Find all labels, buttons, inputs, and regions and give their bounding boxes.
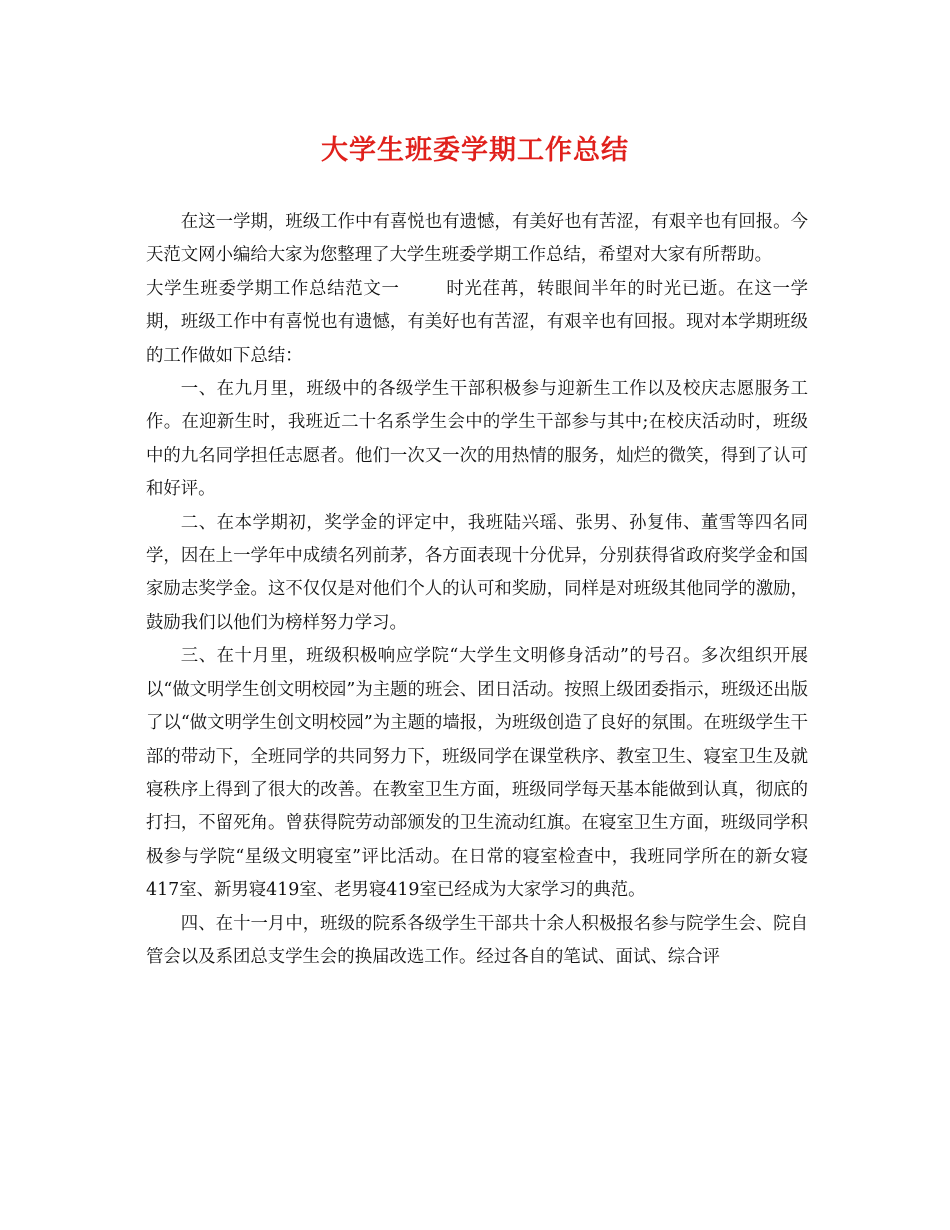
document-body: [146, 206, 808, 974]
section-paragraph-3: 三、在十月里，班级积极响应学院“大学生文明修身活动”的号召。多次组织开展以“做文明学生创文明校园”为主题的班会、团日活动。按照上级团委指示，班级还出版了以“做文明学生创文明校园”为主题的墙报，为班级创造了良好的氛围。在班级学生干部的带动下，全班同学的共同努力下，班级同学在课堂秩序、教室卫生、寝室卫生及就寝秩序上得到了很大的改善。在教室卫生方面，班级同学每天基本能做到认真，彻底的打扫，不留死角。曾获得院劳动部颁发的卫生流动红旗。在寝室卫生方面，班级同学积极参与学院“星级文明寝室”评比活动。在日常的寝室检查中，我班同学所在的新女寝417室、新男寝419室、老男寝419室已经成为大家学习的典范。: [146, 646, 808, 901]
sample-heading: 大学生班委学期工作总结范文一: [146, 278, 400, 299]
section-paragraph-4: 四、在十一月中，班级的院系各级学生干部共十余人积极报名参与院学生会、院自管会以及系团总支学生会的换届改选工作。经过各自的笔试、面试、综合评: [146, 913, 808, 967]
section-paragraph-1: 一、在九月里，班级中的各级学生干部积极参与迎新生工作以及校庆志愿服务工作。在迎新生时，我班近二十名系学生会中的学生干部参与其中;在校庆活动时，班级中的九名同学担任志愿者。他们一次又一次的用热情的服务，灿烂的微笑，得到了认可和好评。: [146, 379, 808, 500]
sample-intro: 时光荏苒，转眼间半年的时光已逝。在这一学期，班级工作中有喜悦也有遗憾，有美好也有苦涩，有艰辛也有回报。现对本学期班级的工作做如下总结：: [146, 278, 808, 366]
section-paragraph-2: 二、在本学期初，奖学金的评定中，我班陆兴瑶、张男、孙复伟、董雪等四名同学，因在上一学年中成绩名列前茅，各方面表现十分优异，分别获得省政府奖学金和国家励志奖学金。这不仅仅是对他们个人的认可和奖励，同样是对班级其他同学的激励，鼓励我们以他们为榜样努力学习。: [146, 512, 808, 633]
document-title: 大学生班委学期工作总结: [321, 135, 629, 166]
intro-paragraph: 在这一学期，班级工作中有喜悦也有遗憾，有美好也有苦涩，有艰辛也有回报。今天范文网小编给大家为您整理了大学生班委学期工作总结，希望对大家有所帮助。: [146, 212, 808, 266]
sample-paragraph: [146, 273, 808, 373]
